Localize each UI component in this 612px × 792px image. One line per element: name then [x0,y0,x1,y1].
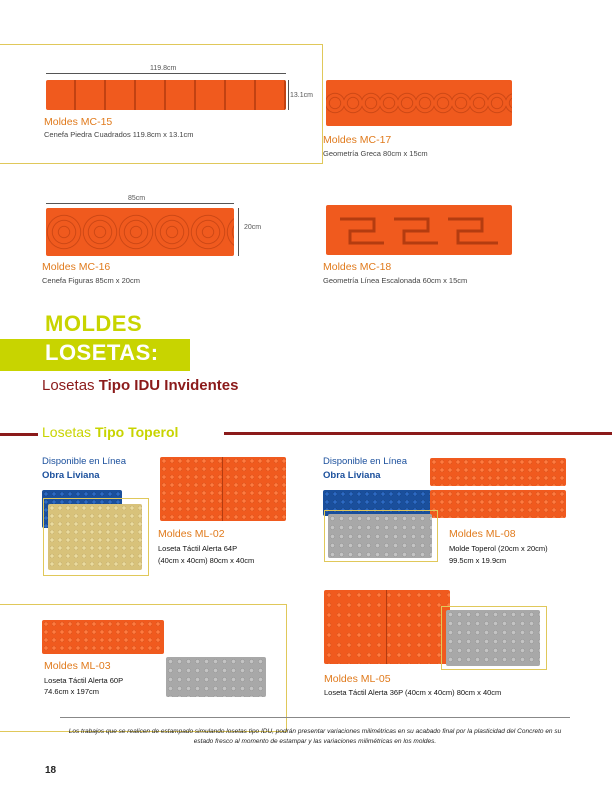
section-divider-right [224,432,612,435]
mc15-width-line [46,73,286,74]
ml03-line1: Loseta Táctil Alerta 60P [44,676,124,685]
mc18-mold-image [326,205,512,255]
mc16-height-line [238,208,239,256]
ml05-split [386,590,387,664]
left-light: Obra Liviana [42,470,100,481]
section-prefix: Losetas [42,424,95,440]
ml03-line2: 74.6cm x 197cm [44,687,100,696]
ml08-mold-top-image [430,458,566,486]
mc15-height-dim: 13.1cm [290,92,313,99]
mc16-title: Moldes MC-16 [42,261,111,273]
ml08-line2: 99.5cm x 19.9cm [449,556,507,565]
ml05-gray-tile-image [446,610,540,666]
mc18-pattern [326,205,512,255]
ml02-line1: Loseta Táctil Alerta 64P [158,544,238,553]
mc16-width-line [46,203,234,204]
ml02-split [222,457,223,521]
subtitle-bold: Tipo IDU Invidentes [98,377,239,394]
ml02-mold-image [160,457,286,521]
subtitle-prefix: Losetas [42,377,99,394]
mc18-desc: Geometría Línea Escalonada 60cm x 15cm [323,276,468,285]
ml05-title: Moldes ML-05 [324,673,391,685]
left-yellow-tile-image [48,504,142,570]
mc17-mold-image [326,80,512,126]
ml03-gray-tile-image [166,657,266,697]
section-heading [42,424,178,440]
ml02-line2: (40cm x 40cm) 80cm x 40cm [158,556,255,565]
ml02-title: Moldes ML-02 [158,528,225,540]
left-available: Disponible en Línea [42,456,126,467]
page-number: 18 [45,765,57,776]
mc17-title: Moldes MC-17 [323,134,392,146]
ml08-line1: Molde Toperol (20cm x 20cm) [449,544,548,553]
ml08-title: Moldes ML-08 [449,528,516,540]
mc15-height-line [288,80,289,110]
subtitle [42,377,238,394]
mc15-mold-image [46,80,286,110]
right-light: Obra Liviana [323,470,381,481]
ml03-title: Moldes ML-03 [44,660,111,672]
mc16-desc: Cenefa Figuras 85cm x 20cm [42,276,140,285]
right-available: Disponible en Línea [323,456,407,467]
mc16-height-dim: 20cm [244,224,262,231]
mc16-width-dim: 85cm [128,195,146,202]
banner-line1: MOLDES [45,311,143,336]
mc18-title: Moldes MC-18 [323,261,392,273]
banner-line2: LOSETAS: [45,340,159,365]
section-bold: Tipo Toperol [94,424,179,440]
mc15-width-dim: 119.8cm [150,65,177,72]
footnote: Los trabajos que se realicen de estampado simulando losetas tipo IDU, podrán presentar variaciones milimétricas en su acabado final por la plasticidad del Concreto en su estado fresco al momento de estampar y las variaciones milimétricas en los moldes. [68,728,562,745]
ml05-mold-image [324,590,450,664]
ml05-line1: Loseta Táctil Alerta 36P (40cm x 40cm) 80cm x 40cm [324,688,502,697]
mc15-title: Moldes MC-15 [44,116,113,128]
section-divider-left [0,433,38,436]
ml08-mold-bottom-image [430,490,566,518]
mc16-mold-image [46,208,234,256]
ml03-mold-image [42,620,164,654]
footnote-rule [60,717,570,718]
right-gray-tile-image [328,514,432,558]
mc15-desc: Cenefa Piedra Cuadrados 119.8cm x 13.1cm [44,130,194,139]
mc17-desc: Geometría Greca 80cm x 15cm [323,149,428,158]
